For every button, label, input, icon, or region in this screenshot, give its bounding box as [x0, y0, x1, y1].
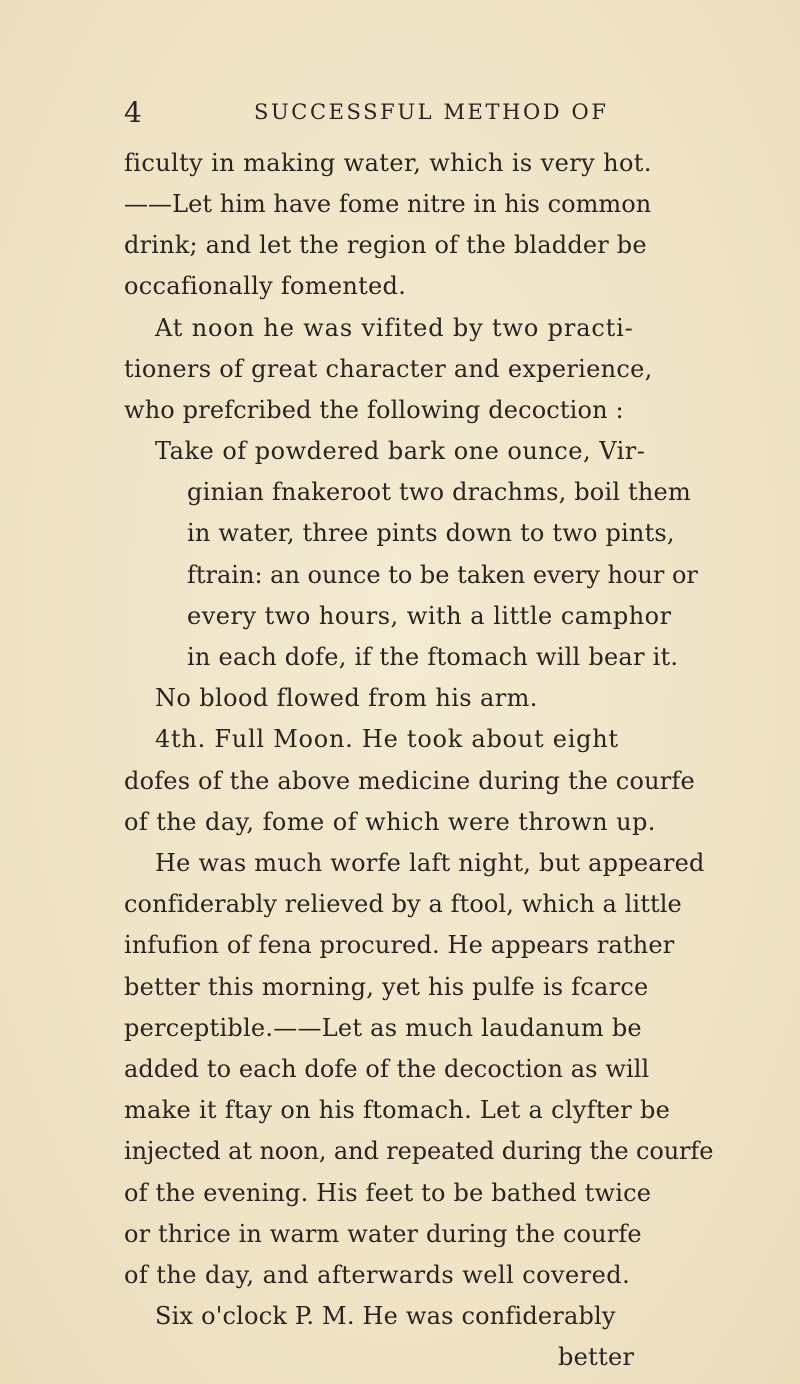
- text-line: in each dofe, if the ftomach will bear it.: [187, 643, 679, 671]
- text-line: ——Let him have fome nitre in his common: [124, 190, 652, 218]
- text-line: At noon he was vifited by two practi-: [155, 314, 634, 342]
- text-line: of the evening. His feet to be bathed twice: [124, 1179, 652, 1207]
- text-line: occafionally fomented.: [124, 272, 407, 300]
- text-line: confiderably relieved by a ftool, which a little: [124, 890, 682, 918]
- text-line: of the day, and afterwards well covered.: [124, 1261, 631, 1289]
- text-line: of the day, fome of which were thrown up.: [124, 808, 656, 836]
- text-line: infufion of fena procured. He appears rather: [124, 931, 675, 959]
- page-number: 4: [124, 96, 142, 129]
- text-line: Six o'clock P. M. He was confiderably: [155, 1302, 616, 1330]
- text-line: ftrain: an ounce to be taken every hour or: [187, 561, 698, 589]
- text-line: make it ftay on his ftomach. Let a clyfter be: [124, 1096, 671, 1124]
- text-line: He was much worfe laft night, but appeared: [155, 849, 705, 877]
- text-line: drink; and let the region of the bladder be: [124, 231, 647, 259]
- text-line: No blood flowed from his arm.: [155, 684, 538, 712]
- page-header: [0, 94, 800, 134]
- text-line: in water, three pints down to two pints,: [187, 519, 675, 547]
- text-line: ficulty in making water, which is very hot.: [124, 149, 652, 177]
- catchword: better: [558, 1343, 635, 1371]
- text-line: better this morning, yet his pulfe is fcarce: [124, 973, 649, 1001]
- text-line: tioners of great character and experience,: [124, 355, 653, 383]
- text-line: perceptible.——Let as much laudanum be: [124, 1014, 642, 1042]
- text-line: Take of powdered bark one ounce, Vir-: [155, 437, 646, 465]
- text-line: who prefcribed the following decoction :: [124, 396, 624, 424]
- text-line: or thrice in warm water during the courfe: [124, 1220, 642, 1248]
- text-line: dofes of the above medicine during the courfe: [124, 767, 695, 795]
- text-line: injected at noon, and repeated during the courfe: [124, 1137, 714, 1165]
- text-line: every two hours, with a little camphor: [187, 602, 672, 630]
- text-line: added to each dofe of the decoction as will: [124, 1055, 650, 1083]
- running-head: SUCCESSFUL METHOD OF: [254, 100, 609, 124]
- text-line: ginian fnakeroot two drachms, boil them: [187, 478, 691, 506]
- text-line: 4th. Full Moon. He took about eight: [155, 725, 619, 753]
